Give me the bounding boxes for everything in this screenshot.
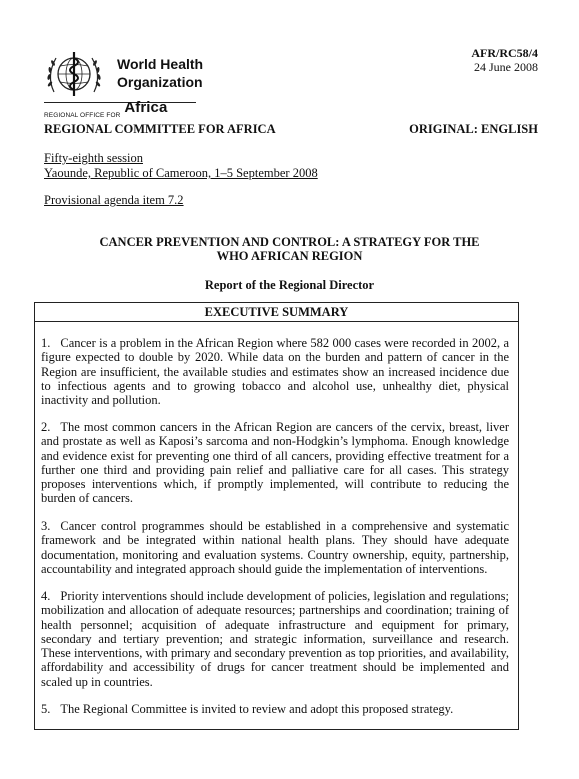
paragraph-number: 1. [41,336,51,350]
region-name: Africa [124,99,168,116]
document-date: 24 June 2008 [474,60,538,74]
regional-office-label [44,99,168,119]
session-info [44,151,318,181]
report-byline: Report of the Regional Director [204,278,375,292]
summary-paragraph-1 [41,336,509,407]
paragraph-number: 4. [41,589,51,603]
session-location: Yaounde, Republic of Cameroon, 1–5 September 2008 [44,166,318,180]
title-line1: CANCER PREVENTION AND CONTROL: A STRATEGY FOR THE [99,235,480,249]
paragraph-text: The most common cancers in the African Region are cancers of the cervix, breast, liver and prostate as well as Kaposi’s sarcoma and non-Hodgkin’s lymphoma. Enough knowledge and evidence exist for preventing one third of all cancers, providing effective treatment for a further one third and providing pain relief and palliative care for all cases. This strategy proposes interventions which, if promptly implemented, will contribute to reducing the burden of cancers. [41,420,509,506]
document-title [60,235,519,263]
summary-paragraph-5 [41,702,509,716]
document-code: AFR/RC58/4 [471,46,538,60]
agenda-item: Provisional agenda item 7.2 [44,193,184,207]
title-line2: WHO AFRICAN REGION [216,249,363,263]
session-name: Fifty-eighth session [44,151,143,165]
regional-office-prefix: REGIONAL OFFICE FOR [44,112,121,119]
committee-name: REGIONAL COMMITTEE FOR AFRICA [44,122,276,136]
summary-paragraph-3 [41,519,509,576]
organization-name [117,55,203,91]
executive-summary-heading: EXECUTIVE SUMMARY [35,303,518,322]
summary-paragraph-4 [41,589,509,689]
paragraph-text: The Regional Committee is invited to review and adopt this proposed strategy. [60,702,454,716]
summary-paragraph-2 [41,420,509,506]
org-name-line1: World Health [117,56,204,72]
document-reference [471,46,538,74]
org-name-line2: Organization [117,74,203,90]
paragraph-number: 2. [41,420,51,434]
paragraph-text: Cancer is a problem in the African Region where 582 000 cases were recorded in 2002, a figure expected to double by 2020. While data on the burden and pattern of cancer in the Region are insufficient, the available studies and estimates show an increased incidence due to infectious agents and to growing tobacco and alcohol use, unhealthy diet, physical inactivity and pollution. [41,336,509,408]
paragraph-number: 5. [41,702,51,716]
paragraph-number: 3. [41,519,51,533]
paragraph-text: Priority interventions should include development of policies, legislation and regulations; mobilization and allocation of adequate resources; partnerships and coordination; training of health personnel; acquisition of adequate infrastructure and equipment for primary, secondary and tertiary prevention; and strategic information, surveillance and research. These interventions, with primary and secondary prevention as top priorities, and availability, affordability and accessibility of drugs for cancer treatment should be implemented and scaled up in countries. [41,589,509,689]
original-language: ORIGINAL: ENGLISH [409,122,538,136]
who-emblem-logo [44,46,104,102]
executive-summary-box [34,302,519,730]
paragraph-text: Cancer control programmes should be established in a comprehensive and systematic framework and be integrated within national health plans. They should have adequate documentation, monitoring and evaluation systems. Country ownership, equity, partnership, accountability and integrated approach should guide the implementation of interventions. [41,519,509,576]
